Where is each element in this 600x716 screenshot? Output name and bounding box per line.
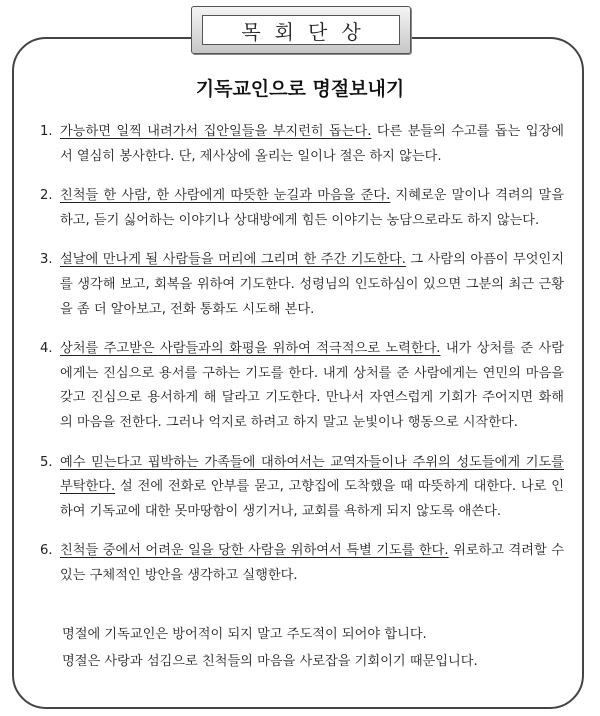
item-highlight: 가능하면 일찍 내려가서 집안일들을 부지런히 돕는다. [60,124,372,139]
closing-line: 명절은 사랑과 섬김으로 친척들의 마음을 사로잡을 기회이기 때문입니다. [62,654,478,669]
item-body: 그 사람의 아픔이 무엇인지를 생각해 보고, 회복을 위하여 기도한다. 성령님의 인도하심이 있으면 그분의 최근 근황을 좀 더 알아보고, 전화 통화도 시도해 본다. [60,252,564,317]
item-highlight: 친척들 중에서 어려운 일을 당한 사람을 위하여서 특별 기도를 한다. [60,543,449,559]
item-number: 4. [40,341,53,357]
list-item [40,337,564,435]
item-body: 위로하고 격려할 수 있는 구체적인 방안을 생각하고 실행한다. [60,543,564,583]
item-body: 내가 상처를 준 사람에게는 진심으로 용서를 구하는 기도를 한다. 내게 상처를 준 사람에게는 연민의 마음을 갖고 진심으로 용서하게 해 달라고 기도한다. 만나서 자연스럽게 기회가 주어지면 화해의 마음을 전한다. 그러나 억지로 하려고 하지 말고 눈빛이나 행동으로 시작한다. [60,341,564,430]
header-tab [191,6,411,54]
item-number: 3. [40,252,53,268]
list-item [40,184,564,233]
item-body: 설 전에 전화로 안부를 묻고, 고향집에 도착했을 때 따뜻하게 대한다. 나로 인하여 기독교에 대한 못마땅함이 생기거나, 교회를 욕하게 되지 않도록 애쓴다. [60,479,564,519]
list-item [40,451,564,525]
list-item [40,539,564,588]
item-highlight: 예수 믿는다고 핍박하는 가족들에 대하여서는 교역자들이나 주위의 성도들에게 기도를 부탁한다. [60,454,564,495]
closing-line: 명절에 기독교인은 방어적이 되지 말고 주도적이 되어야 합니다. [62,627,427,642]
item-text [60,337,564,435]
closing-paragraph [62,621,564,675]
item-number: 6. [40,543,53,559]
item-highlight: 친척들 한 사람, 한 사람에게 따뜻한 눈길과 마음을 준다. [60,188,391,204]
header-tab-label: 목회단상 [202,15,400,45]
item-body: 지혜로운 말이나 격려의 말을 하고, 듣기 싫어하는 이야기나 상대방에게 힘든 이야기는 농담으로라도 하지 않는다. [60,188,564,228]
page-title: 기독교인으로 명절보내기 [195,78,405,100]
list-item [40,120,564,169]
list-item [40,248,564,322]
item-text [60,184,564,233]
item-highlight: 상처를 주고받은 사람들과의 화평을 위하여 적극적으로 노력한다. [60,341,441,357]
item-text [60,248,564,322]
item-number: 2. [40,188,53,204]
item-text [60,120,564,169]
tips-list [40,120,564,604]
item-body: 다른 분들의 수고를 돕는 입장에서 열심히 봉사한다. 단, 제사상에 올리는 일이나 절은 하지 않는다. [60,124,564,164]
item-number: 1. [40,124,53,139]
item-text [60,451,564,525]
item-number: 5. [40,454,53,470]
item-text [60,539,564,588]
item-highlight: 설날에 만나게 될 사람들을 머리에 그리며 한 주간 기도한다. [60,252,406,268]
